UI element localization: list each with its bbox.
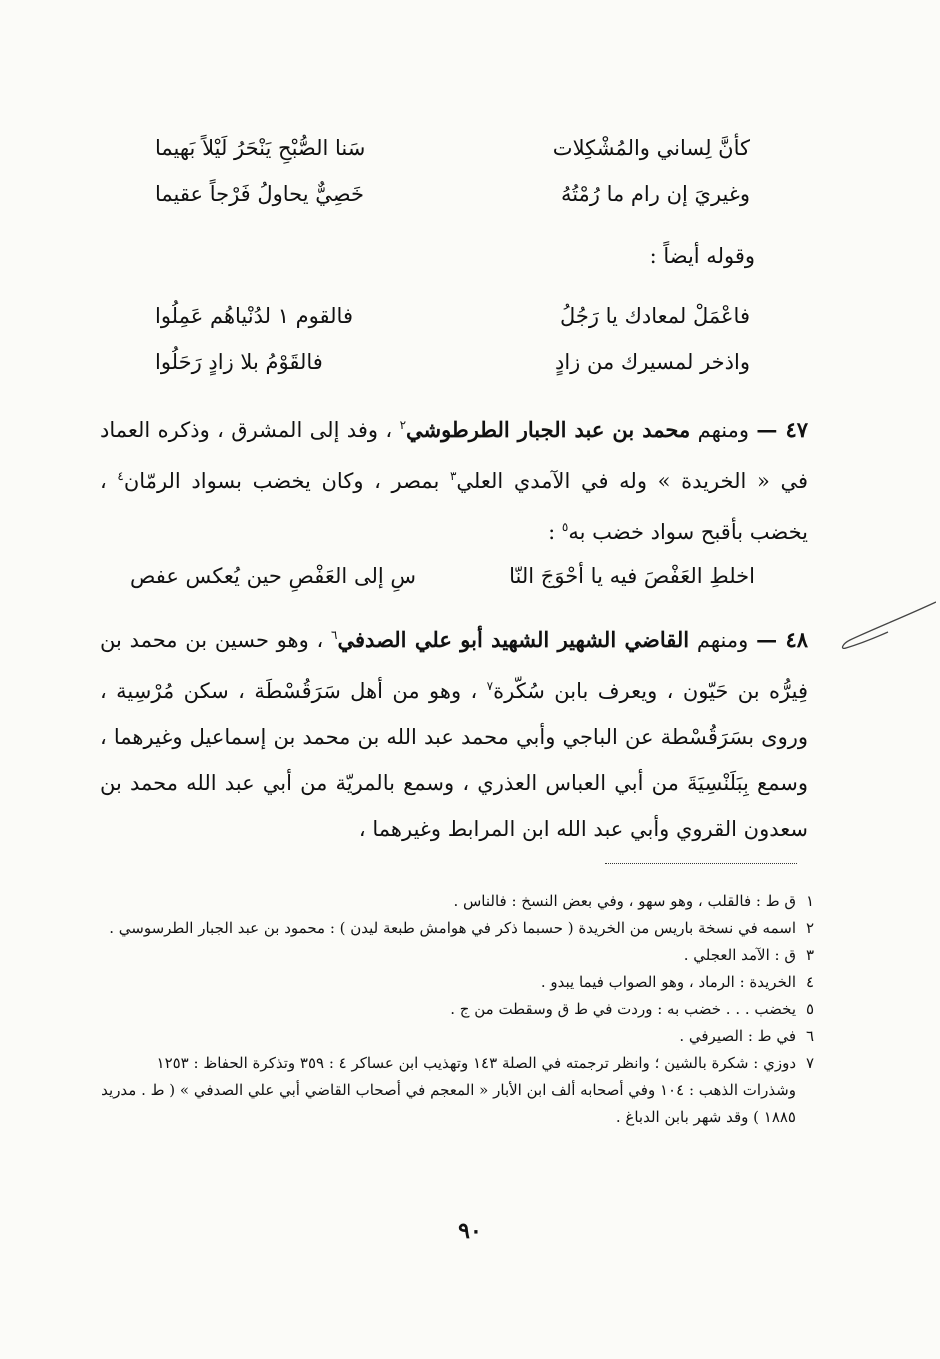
verse-block-2: [100, 296, 800, 388]
entry-text: ، يخضب بأقبح سواد خضب به: [100, 469, 808, 544]
footnote-number: ١: [805, 892, 814, 910]
verse-block-1: [100, 128, 800, 220]
entry-number: ٤٨ —: [756, 627, 809, 652]
entry-text: بمصر ، وكان يخضب بسواد الرمّان: [123, 469, 440, 493]
footnote-ref: ٥: [561, 520, 569, 534]
footnote-ref: ٢: [399, 418, 407, 432]
verse-line: [100, 296, 800, 342]
entry-text: ومنهم: [697, 418, 749, 442]
entry-text: :: [548, 520, 556, 544]
footnote-ref: ٣: [449, 469, 457, 483]
footnote: [100, 1023, 814, 1050]
footnote-text: في ط : الصيرفي .: [679, 1027, 796, 1045]
page-number: ٩٠: [458, 1218, 482, 1244]
footnote-text: ق ط : فالقلب ، وهو سهو ، وفي بعض النسخ : فالناس .: [453, 892, 796, 910]
entry-number: ٤٧ —: [756, 417, 808, 442]
footnote-text: اسمه في نسخة باريس من الخريدة ( حسبما ذكر في هوامش طبعة ليدن ) : محمود بن عبد الجبار الطرسوسي .: [109, 919, 796, 937]
verse-second-hemistich: فالقَوْمُ بلا زادٍ رَحَلُوا: [155, 350, 323, 374]
footnote: [100, 942, 814, 969]
entry-text: ومنهم: [696, 628, 749, 652]
footnote-ref: ٦: [331, 628, 338, 642]
verse-second-hemistich: سِ إلى العَفْصِ حين يُعكس عفص: [130, 564, 416, 588]
footnote-number: ٤: [805, 973, 814, 991]
entry-47: [100, 402, 808, 555]
footnote-text: الخريدة : الرماد ، وهو الصواب فيما يبدو .: [540, 973, 796, 991]
verse-first-hemistich: كأنَّ لِساني والمُشْكِلات: [552, 136, 750, 160]
footnote: [100, 888, 814, 915]
footnote: [100, 996, 814, 1023]
footnote-number: ٦: [805, 1027, 814, 1045]
footnote: [100, 915, 814, 942]
verse-line: [100, 342, 800, 388]
entry-48: [100, 612, 808, 852]
entry-text: ، وهو حسين بن محمد بن فِيرُّه بن حَيّون ، ويعرف بابن سُكّرة: [100, 628, 808, 703]
footnote-text: دوزي : شكرة بالشين ؛ وانظر ترجمته في الصلة ١٤٣ وتهذيب ابن عساكر ٤ : ٣٥٩ وتذكرة الحفاظ : ١٢٥٣ وشذرات الذهب : ١٠٤ وفي أصحابه ألف ابن الأبار « المعجم في أصحاب القاضي أبي علي الصدفي » ( ط . مدريد ١٨٨٥ ) وقد شهر بابن الدباغ .: [101, 1054, 796, 1126]
footnote-ref: ٧: [486, 679, 494, 693]
entry-text: ، وفد إلى المشرق ، وذكره العماد في « الخريدة » وله في الآمدي العلي: [100, 418, 808, 493]
footnote-number: ٢: [805, 919, 814, 937]
entry-text: ، وهو من أهل سَرَقُسْطَة ، سكن مُرْسِية ، وروى بسَرَقُسْطة عن الباجي وأبي محمد عبد الله بن محمد بن إسماعيل وغيرهما ، وسمع بِبَلَنْسِيَةَ من أبي العباس العذري ، وسمع بالمريّة من أبي عبد الله محمد بن سعدون القروي وأبي عبد الله ابن المرابط وغيرهما ،: [100, 679, 808, 841]
footnote-ref: ٤: [117, 469, 124, 483]
verse-second-hemistich: سَنا الصُّبْحِ يَنْحَرُ لَيْلاً بَهيما: [155, 136, 366, 160]
verse-first-hemistich: وغيريَ إن رام ما رُمْتُهُ: [560, 182, 750, 206]
verse-line: [100, 174, 800, 220]
footnote-number: ٧: [805, 1054, 814, 1072]
footnote-divider: [605, 863, 797, 864]
verse-first-hemistich: فاعْمَلْ لمعادك يا رَجُلُ: [559, 304, 750, 328]
footnote-text: ق : الآمد العجلي .: [683, 946, 796, 964]
footnote: [100, 1050, 814, 1131]
verse-second-hemistich: خَصِيٌّ يحاولُ فَرْجاً عقيما: [155, 182, 364, 206]
entry-subject-name: محمد بن عبد الجبار الطرطوشي: [406, 417, 691, 442]
verse-block-3: [130, 556, 780, 600]
footnote: [100, 969, 814, 996]
verse-intro: وقوله أيضاً :: [649, 244, 755, 268]
margin-pen-mark: [836, 596, 936, 656]
entry-subject-name: القاضي الشهير الشهيد أبو علي الصدفي: [337, 627, 690, 652]
verse-line: [100, 128, 800, 174]
footnotes: [100, 888, 814, 1131]
verse-second-hemistich: فالقوم ١ لدُنْياهُم عَمِلُوا: [155, 304, 353, 328]
verse-first-hemistich: اخلطِ العَفْصَ فيه يا أحْوَجَ النّا: [509, 564, 755, 588]
footnote-number: ٥: [805, 1000, 814, 1018]
footnote-text: يخضب . . . خضب به : وردت في ط ق وسقطت من ج .: [450, 1000, 796, 1018]
verse-first-hemistich: واذخر لمسيرك من زادٍ: [555, 350, 750, 374]
footnote-number: ٣: [805, 946, 814, 964]
